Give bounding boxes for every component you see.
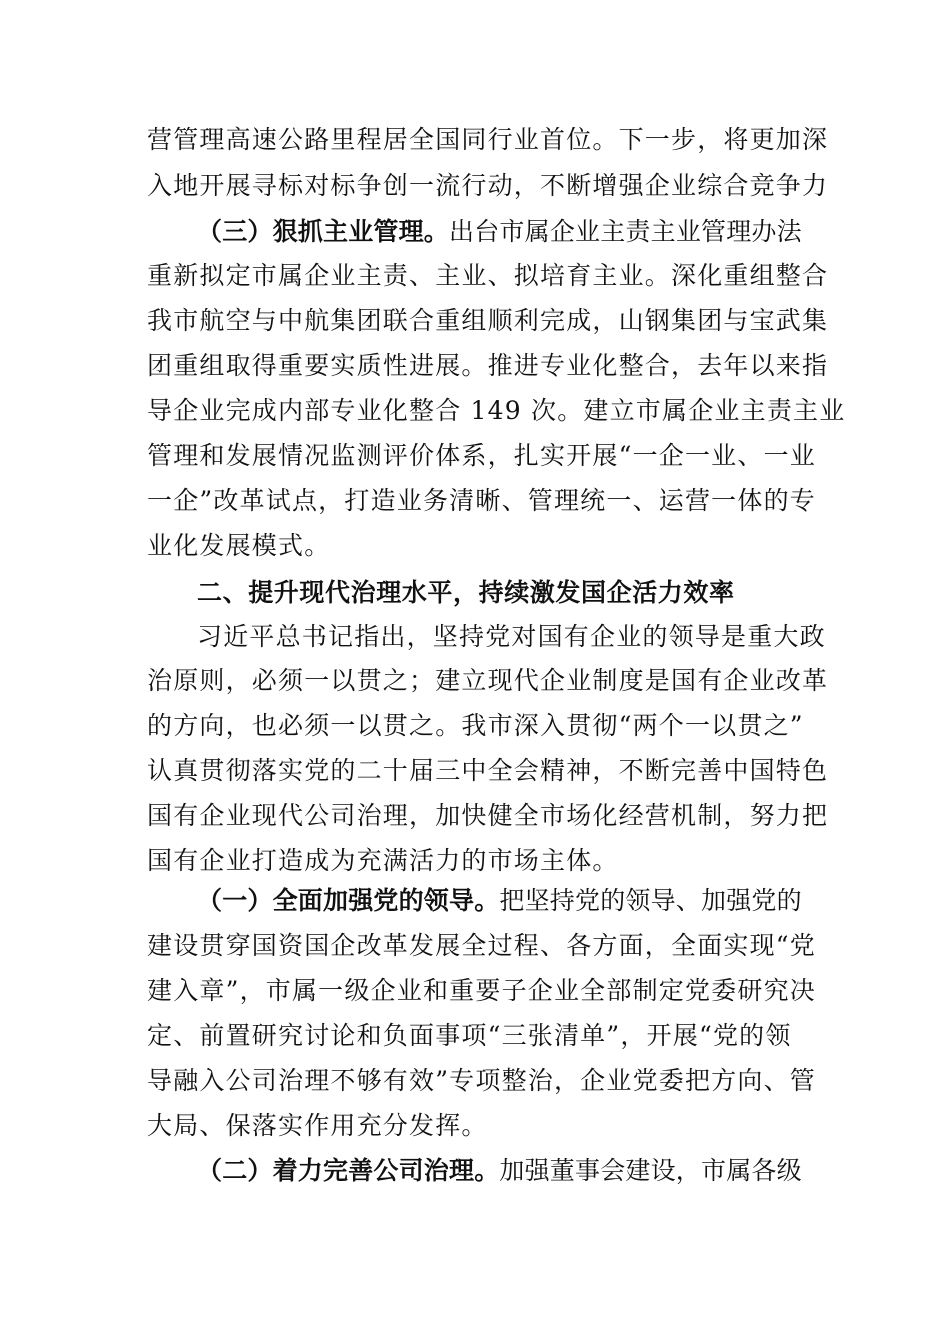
subsection-title: （三）狠抓主业管理。 bbox=[197, 217, 450, 246]
subsection-title: （一）全面加强党的领导。 bbox=[197, 886, 500, 915]
subsection-title: （二）着力完善公司治理。 bbox=[197, 1156, 500, 1185]
paragraph-line: 认真贯彻落实党的二十届三中全会精神，不断完善中国特色 bbox=[147, 756, 829, 785]
paragraph-line: 建入章”，市属一级企业和重要子企业全部制定党委研究决 bbox=[147, 976, 816, 1005]
paragraph-line: 国有企业打造成为充满活力的市场主体。 bbox=[147, 846, 619, 875]
paragraph-line: 业化发展模式。 bbox=[147, 531, 331, 560]
subsection-heading-line: （三）狠抓主业管理。出台市属企业主责主业管理办法 bbox=[197, 217, 802, 246]
paragraph-line: 团重组取得重要实质性进展。推进专业化整合，去年以来指 bbox=[147, 351, 829, 380]
paragraph-line: 导融入公司治理不够有效”专项整治，企业党委把方向、管 bbox=[147, 1066, 816, 1095]
paragraph-line: 的方向，也必须一以贯之。我市深入贯彻“两个一以贯之” bbox=[147, 711, 804, 740]
subsection-heading-line: （一）全面加强党的领导。把坚持党的领导、加强党的 bbox=[197, 886, 802, 915]
paragraph-line: 定、前置研究讨论和负面事项“三张清单”，开展“党的领 bbox=[147, 1021, 792, 1050]
paragraph-line: 一企”改革试点，打造业务清晰、管理统一、运营一体的专 bbox=[147, 486, 816, 515]
section-heading: 二、提升现代治理水平，持续激发国企活力效率 bbox=[197, 578, 735, 607]
paragraph-line: 入地开展寻标对标争创一流行动，不断增强企业综合竞争力 bbox=[147, 171, 829, 200]
paragraph-line: 营管理高速公路里程居全国同行业首位。下一步，将更加深 bbox=[147, 125, 829, 154]
paragraph-line: 我市航空与中航集团联合重组顺利完成，山钢集团与宝武集 bbox=[147, 306, 829, 335]
paragraph-line: 国有企业现代公司治理，加快健全市场化经营机制，努力把 bbox=[147, 801, 829, 830]
paragraph-line: 建设贯穿国资国企改革发展全过程、各方面，全面实现“党 bbox=[147, 931, 816, 960]
paragraph-line: 导企业完成内部专业化整合 149 次。建立市属企业主责主业 bbox=[147, 396, 846, 425]
paragraph-line: 管理和发展情况监测评价体系，扎实开展“一企一业、一业 bbox=[147, 441, 816, 470]
paragraph-line: 重新拟定市属企业主责、主业、拟培育主业。深化重组整合 bbox=[147, 261, 829, 290]
paragraph-line: 习近平总书记指出，坚持党对国有企业的领导是重大政 bbox=[197, 622, 826, 651]
paragraph-line: 治原则，必须一以贯之；建立现代企业制度是国有企业改革 bbox=[147, 666, 829, 695]
paragraph-line: 大局、保落实作用充分发挥。 bbox=[147, 1111, 488, 1140]
subsection-heading-line: （二）着力完善公司治理。加强董事会建设，市属各级 bbox=[197, 1156, 802, 1185]
